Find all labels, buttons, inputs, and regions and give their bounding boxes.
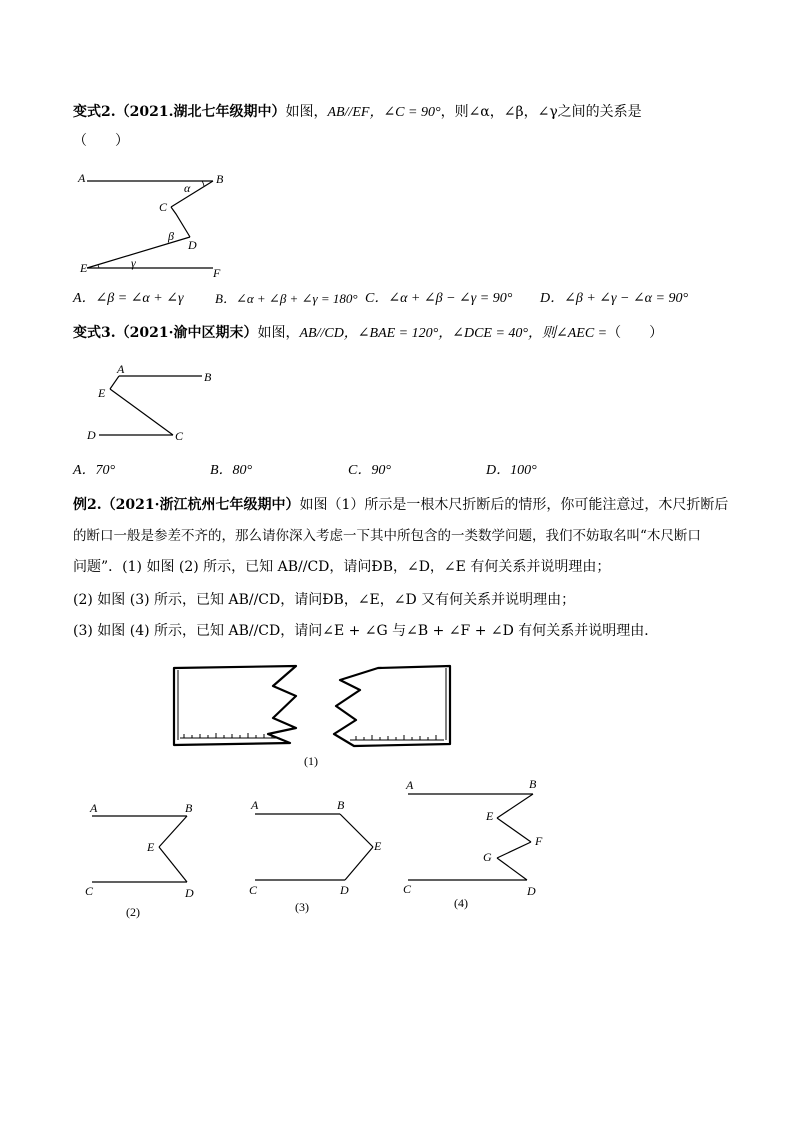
q2-label-E: E: [80, 261, 88, 275]
q3-option-b: B．80°: [210, 463, 253, 478]
ex2-line-1: [73, 495, 728, 515]
q2-label-C: C: [159, 200, 168, 214]
fig3-label-E: E: [374, 839, 382, 853]
figure-3: [245, 796, 385, 916]
fig4-label-E: E: [486, 809, 494, 823]
q2-label-beta: β: [168, 229, 174, 243]
q2-math-a: AB//EF，∠C = 90°: [327, 105, 441, 120]
fig4-label-F: F: [535, 834, 543, 848]
q3-option-c: C．90°: [348, 463, 391, 478]
ex2-line-4: (2) 如图 (3) 所示，已知 AB//CD，请问ÐB，∠E，∠D 又有何关系并说明理由；: [73, 592, 576, 608]
q2-label-A: A: [78, 171, 86, 185]
q2-figure: [75, 170, 235, 280]
fig4-label-C: C: [403, 882, 412, 896]
ex2-line-5: (3) 如图 (4) 所示，已知 AB//CD，请问∠E + ∠G 与∠B + ∠F + ∠D 有何关系并说明理由．: [73, 623, 659, 639]
q2-label-gamma: γ: [131, 256, 136, 270]
q3-paren: （ ）: [607, 325, 664, 341]
fig3-label-A: A: [251, 798, 259, 812]
q3-text-a: 如图，: [257, 325, 300, 341]
q3-option-d: D．100°: [486, 463, 537, 478]
q2-label: 变式2.（2021.湖北七年级期中）: [73, 104, 286, 120]
figure-4: [400, 776, 560, 916]
fig3-label-D: D: [340, 883, 349, 897]
caption-3: (3): [295, 900, 309, 914]
q3-label-A: A: [117, 362, 125, 376]
q2-option-b: B．∠α + ∠β + ∠γ = 180°: [215, 291, 358, 306]
q2-label-B: B: [216, 172, 224, 186]
fig4-label-D: D: [527, 884, 536, 898]
fig4-label-A: A: [406, 778, 414, 792]
q3-math-a: AB//CD，∠BAE = 120°，∠DCE = 40°，则∠AEC =: [299, 326, 608, 341]
q3-label: 变式3.（2021·渝中区期末）: [73, 325, 258, 341]
q2-label-alpha: α: [184, 181, 191, 195]
fig2-label-A: A: [90, 801, 98, 815]
fig2-label-C: C: [85, 884, 94, 898]
q3-option-a: A．70°: [73, 463, 116, 478]
caption-2: (2): [126, 905, 140, 919]
q3-label-D: D: [87, 428, 96, 442]
fig4-label-G: G: [483, 850, 492, 864]
ex2-text-1: 如图（1）所示是一根木尺折断后的情形，你可能注意过，木尺折断后: [299, 497, 729, 513]
q2-option-a: A．∠β = ∠α + ∠γ: [73, 291, 184, 306]
fig2-label-B: B: [185, 801, 193, 815]
q2-label-F: F: [213, 266, 221, 280]
fig3-label-B: B: [337, 798, 345, 812]
figure-2: [82, 800, 212, 930]
fig2-label-D: D: [185, 886, 194, 900]
q2-text-b: ，则∠α，∠β，∠γ之间的关系是: [440, 104, 642, 120]
q2-option-d: D．∠β + ∠γ − ∠α = 90°: [540, 291, 689, 306]
q3-label-B: B: [204, 370, 212, 384]
fig4-label-B: B: [529, 777, 537, 791]
q2-label-D: D: [188, 238, 197, 252]
q3-label-E: E: [98, 386, 106, 400]
fig3-label-C: C: [249, 883, 258, 897]
ex2-line-3: 问题”．(1) 如图 (2) 所示，已知 AB//CD，请问ÐB，∠D，∠E 有何关系并说明理由；: [73, 559, 611, 575]
q2-stem: [73, 102, 642, 123]
q3-label-C: C: [175, 429, 184, 443]
q2-paren: （ ）: [73, 133, 129, 149]
q3-figure: [85, 362, 235, 452]
q3-stem: [73, 323, 663, 344]
caption-1: (1): [304, 754, 318, 768]
ex2-label: 例2.（2021·浙江杭州七年级期中）: [73, 497, 300, 513]
q2-text-a: 如图，: [285, 104, 328, 120]
q2-option-c: C．∠α + ∠β − ∠γ = 90°: [365, 291, 513, 306]
ruler-figure: [170, 660, 460, 770]
fig2-label-E: E: [147, 840, 155, 854]
caption-4: (4): [454, 896, 468, 910]
ex2-line-2: 的断口一般是参差不齐的，那么请你深入考虑一下其中所包含的一类数学问题，我们不妨取名叫“木尺断口: [73, 528, 701, 544]
